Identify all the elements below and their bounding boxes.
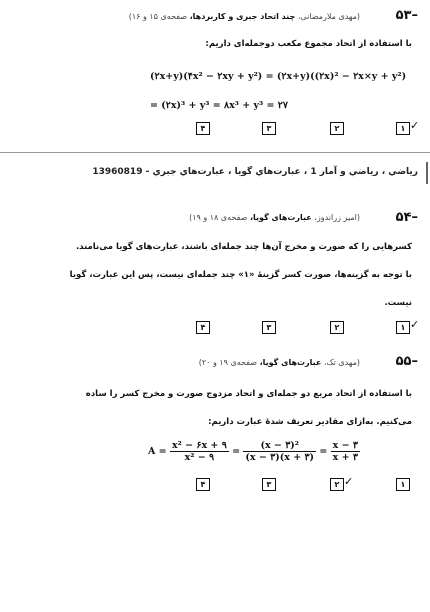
option-2-correct[interactable] xyxy=(330,475,354,491)
question-53-equation-1: (۲x+y)(۴x² − ۲xy + y²) = (۲x+y)((۲x)² − ۲x×y + y²) xyxy=(150,71,407,82)
question-53-equation-2: = (۲x)³ + y³ = ۸x³ + y³ = ۲۷ xyxy=(150,100,288,111)
option-4[interactable]: ۴ xyxy=(196,321,210,334)
fraction-1 xyxy=(170,440,229,463)
option-3[interactable]: ۳ xyxy=(262,122,276,135)
option-2[interactable]: ۲ xyxy=(330,321,344,334)
checkmark-icon: ✓ xyxy=(410,119,420,132)
fraction-denominator: x² − ۹ xyxy=(184,452,215,463)
paragraph-line: با توجه به گزینه‌ها، صورت کسر گزینهٔ «۱» چند جمله‌ای نیست، پس این عبارت، گویا xyxy=(69,270,412,280)
paragraph-line: می‌کنیم. به‌ازای مقادیر تعریف شدهٔ عبارت داریم: xyxy=(208,417,412,427)
option-1-correct[interactable] xyxy=(396,119,420,135)
fraction-2 xyxy=(243,440,316,463)
option-1-correct[interactable] xyxy=(396,318,420,334)
question-55-equation xyxy=(148,440,360,463)
equals-sign: = xyxy=(319,446,328,457)
option-2-label: ۲ xyxy=(334,480,340,489)
section-header xyxy=(0,162,430,184)
reference-pages: صفحه‌ی ۱۹ و ۲۰) xyxy=(198,358,258,367)
fraction-denominator: (x − ۳)(x + ۳) xyxy=(245,452,315,463)
reference-author: (امیر زراندوز، xyxy=(314,213,360,222)
option-3[interactable]: ۳ xyxy=(262,478,276,491)
option-1[interactable]: ۱ xyxy=(396,478,410,491)
section-divider xyxy=(0,152,430,153)
checkmark-icon: ✓ xyxy=(410,318,420,331)
question-54-reference xyxy=(189,213,360,222)
question-54-text xyxy=(12,233,412,317)
question-number-53: –۵۳ xyxy=(395,8,418,23)
option-4[interactable]: ۴ xyxy=(196,478,210,491)
option-1-label: ۱ xyxy=(400,323,406,332)
reference-topic: عبارت‌های گویا، xyxy=(250,213,312,222)
fraction-numerator: (x − ۳)² xyxy=(243,440,316,452)
reference-author: (مهدی تک، xyxy=(323,358,360,367)
paragraph-line: کسرهایی را که صورت و مخرج آن‌ها چند جمله‌ای باشند، عبارت‌های گویا می‌نامند. xyxy=(75,242,412,252)
reference-author: (مهدی ملارمضانی، xyxy=(297,12,360,21)
equation-lhs: A = xyxy=(148,446,167,457)
option-3[interactable]: ۳ xyxy=(262,321,276,334)
reference-pages: صفحه‌ی ۱۵ و ۱۶) xyxy=(128,12,188,21)
question-number-55: –۵۵ xyxy=(395,354,418,369)
reference-pages: صفحه‌ی ۱۸ و ۱۹) xyxy=(189,213,248,222)
question-number-54: –۵۴ xyxy=(395,210,418,225)
equals-sign: = xyxy=(232,446,241,457)
option-4[interactable]: ۴ xyxy=(196,122,210,135)
section-title: رياضي ، رياضي و آمار 1 ، عبارت‌هاي گويا ، عبارت‌هاي جبري - 13960819 xyxy=(92,167,418,177)
question-55-text xyxy=(12,380,412,436)
fraction-denominator: x + ۳ xyxy=(332,452,358,463)
question-53-text: با استفاده از اتحاد مجموع مکعب دوجمله‌ای داریم: xyxy=(205,39,412,49)
option-2[interactable]: ۲ xyxy=(330,122,344,135)
question-55-reference xyxy=(199,358,360,367)
section-marker xyxy=(426,162,428,184)
option-1-label: ۱ xyxy=(400,124,406,133)
paragraph-line: با استفاده از اتحاد مربع دو جمله‌ای و اتحاد مزدوج صورت و مخرج کسر را ساده xyxy=(85,389,412,399)
paragraph-line: نیست. xyxy=(384,298,412,308)
fraction-3 xyxy=(331,440,360,463)
question-53-reference xyxy=(129,12,360,21)
fraction-numerator: x − ۳ xyxy=(332,440,358,451)
fraction-numerator: x² − ۶x + ۹ xyxy=(171,440,227,451)
checkmark-icon: ✓ xyxy=(344,475,354,488)
reference-topic: چند اتحاد جبری و کاربردها، xyxy=(189,12,296,21)
reference-topic: عبارت‌های گویا، xyxy=(259,358,322,367)
